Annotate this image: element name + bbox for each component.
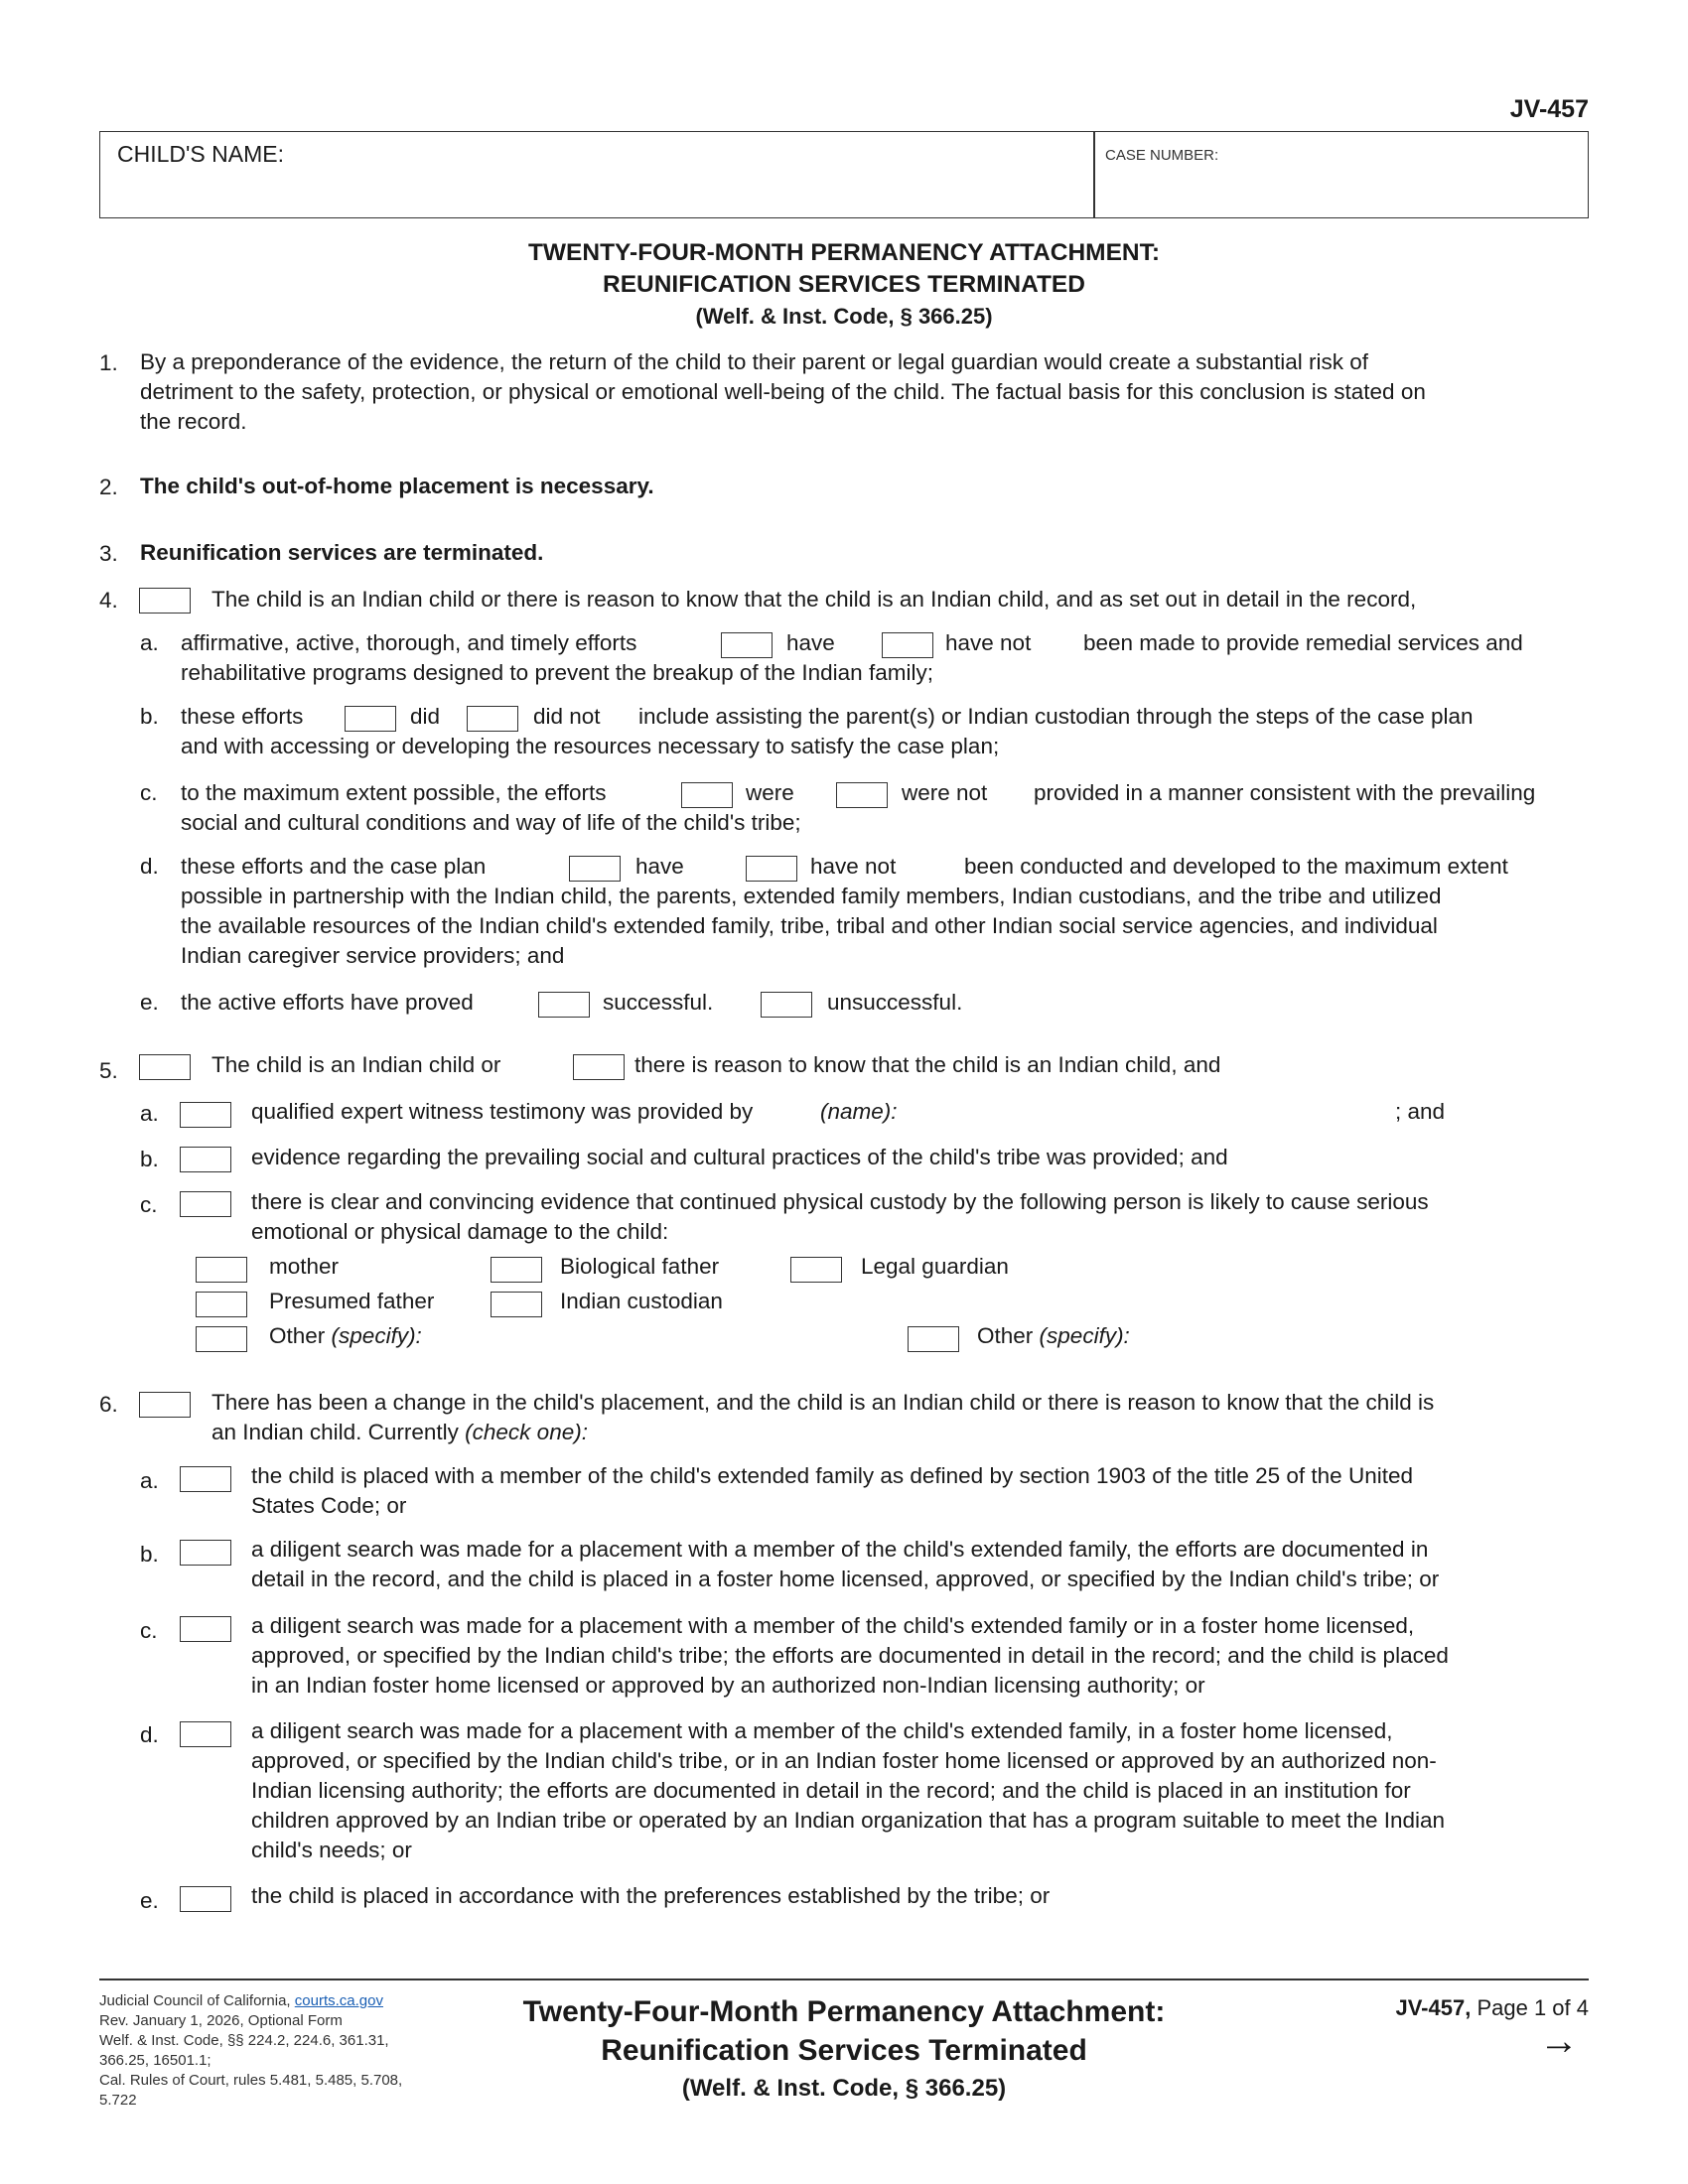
- courts-link[interactable]: courts.ca.gov: [294, 1992, 383, 2009]
- footer-form-ref: JV-457,: [1395, 1995, 1472, 2020]
- item-2-text: The child's out-of-home placement is necessary.: [140, 474, 654, 498]
- item-4e-successful-checkbox[interactable]: [538, 992, 590, 1018]
- item-3-number: 3.: [99, 541, 118, 566]
- item-6b-line2: detail in the record, and the child is placed in a foster home licensed, approved, or specified by the Indian child's tribe; or: [251, 1567, 1440, 1591]
- item-4d-have-not-checkbox[interactable]: [746, 856, 797, 882]
- item-6c-checkbox[interactable]: [180, 1616, 231, 1642]
- item-6b-letter: b.: [140, 1542, 159, 1567]
- item-1-line3: the record.: [140, 409, 247, 434]
- item-5-reason-to-know-checkbox[interactable]: [573, 1054, 625, 1080]
- footer-citations: [99, 1991, 457, 2111]
- item-6d-line2: approved, or specified by the Indian child's tribe, or in an Indian foster home licensed or approved by an authorized non-: [251, 1748, 1437, 1773]
- item-4d-have-not-label: have not: [810, 854, 897, 879]
- item-4d-post: been conducted and developed to the maximum extent: [964, 854, 1508, 879]
- item-5c-letter: c.: [140, 1192, 158, 1217]
- item-1-line2: detriment to the safety, protection, or physical or emotional well-being of the child. The factual basis for this conclusion is stated on: [140, 379, 1426, 404]
- item-6b-checkbox[interactable]: [180, 1540, 231, 1566]
- item-2-number: 2.: [99, 475, 118, 499]
- item-4b-line2: and with accessing or developing the resources necessary to satisfy the case plan;: [181, 734, 1000, 758]
- item-3-text: Reunification services are terminated.: [140, 540, 544, 565]
- item-6c-letter: c.: [140, 1618, 158, 1643]
- mother-label: mother: [269, 1254, 340, 1279]
- item-4a-have-not-checkbox[interactable]: [882, 632, 933, 658]
- item-4-number: 4.: [99, 588, 118, 613]
- footer-title-line2: Reunification Services Terminated: [601, 2034, 1087, 2067]
- item-4c-post: provided in a manner consistent with the prevailing: [1034, 780, 1536, 805]
- item-4d-line4: Indian caregiver service providers; and: [181, 943, 565, 968]
- item-6b-line1: a diligent search was made for a placement with a member of the child's extended family, the efforts are documented in: [251, 1537, 1429, 1562]
- presumed-father-checkbox[interactable]: [196, 1292, 247, 1317]
- item-6e-checkbox[interactable]: [180, 1886, 231, 1912]
- item-6-checkbox[interactable]: [139, 1392, 191, 1418]
- footer-rule: [99, 1979, 1589, 1980]
- item-5a-text: qualified expert witness testimony was provided by: [251, 1099, 754, 1124]
- other-1-label: Other (specify):: [269, 1323, 422, 1348]
- item-6a-line2: States Code; or: [251, 1493, 407, 1518]
- item-4b-letter: b.: [140, 704, 159, 729]
- item-4a-have-not-label: have not: [945, 630, 1032, 655]
- item-4e-letter: e.: [140, 990, 159, 1015]
- biological-father-checkbox[interactable]: [491, 1257, 542, 1283]
- presumed-father-label: Presumed father: [269, 1289, 435, 1313]
- item-4d-have-label: have: [635, 854, 684, 879]
- item-4a-pre: affirmative, active, thorough, and timely efforts: [181, 630, 637, 655]
- item-6a-checkbox[interactable]: [180, 1466, 231, 1492]
- item-6-check-one: (check one):: [465, 1420, 588, 1444]
- footer-rev: Rev. January 1, 2026, Optional Form: [99, 2012, 343, 2029]
- item-4a-have-label: have: [786, 630, 835, 655]
- item-5-indian-child-checkbox[interactable]: [139, 1054, 191, 1080]
- item-5a-name-label: (name):: [820, 1099, 898, 1124]
- item-5b-text: evidence regarding the prevailing social and cultural practices of the child's tribe was provided; and: [251, 1145, 1228, 1169]
- child-name-label: CHILD'S NAME:: [117, 141, 284, 167]
- item-4d-pre: these efforts and the case plan: [181, 854, 487, 879]
- item-6d-line5: child's needs; or: [251, 1838, 412, 1862]
- footer-code1: Welf. & Inst. Code, §§ 224.2, 224.6, 361.31,: [99, 2032, 389, 2049]
- item-4c-were-not-checkbox[interactable]: [836, 782, 888, 808]
- other-2-label: Other (specify):: [977, 1323, 1130, 1348]
- footer-code2: 366.25, 16501.1;: [99, 2052, 211, 2069]
- item-1-line1: By a preponderance of the evidence, the return of the child to their parent or legal guardian would create a substantial risk of: [140, 349, 1369, 374]
- item-4a-letter: a.: [140, 630, 159, 655]
- case-number-label: CASE NUMBER:: [1105, 147, 1219, 164]
- item-5c-checkbox[interactable]: [180, 1191, 231, 1217]
- item-4d-have-checkbox[interactable]: [569, 856, 621, 882]
- form-title-line2: REUNIFICATION SERVICES TERMINATED: [603, 271, 1085, 298]
- item-5b-checkbox[interactable]: [180, 1147, 231, 1172]
- item-4b-did-label: did: [410, 704, 441, 729]
- item-5-number: 5.: [99, 1058, 118, 1083]
- item-4e-unsuccessful-checkbox[interactable]: [761, 992, 812, 1018]
- item-4d-letter: d.: [140, 854, 159, 879]
- item-4a-post: been made to provide remedial services and: [1083, 630, 1523, 655]
- item-4-text: The child is an Indian child or there is reason to know that the child is an Indian child, and as set out in detail in the record,: [211, 587, 1417, 612]
- item-6d-line1: a diligent search was made for a placement with a member of the child's extended family, in a foster home licensed,: [251, 1718, 1393, 1743]
- item-6-line2: an Indian child. Currently (check one):: [211, 1420, 588, 1444]
- page-info: [1241, 1995, 1589, 2021]
- form-title-line1: TWENTY-FOUR-MONTH PERMANENCY ATTACHMENT:: [527, 239, 1161, 266]
- item-6a-line1: the child is placed with a member of the child's extended family as defined by section 1903 of the title 25 of the United: [251, 1463, 1413, 1488]
- item-4b-post: include assisting the parent(s) or Indian custodian through the steps of the case plan: [638, 704, 1474, 729]
- footer-title-line1: Twenty-Four-Month Permanency Attachment:: [522, 1995, 1166, 2028]
- item-4c-line2: social and cultural conditions and way of life of the child's tribe;: [181, 810, 801, 835]
- legal-guardian-checkbox[interactable]: [790, 1257, 842, 1283]
- item-6-line1: There has been a change in the child's placement, and the child is an Indian child or there is reason to know that the child is: [211, 1390, 1435, 1415]
- item-6d-line4: children approved by an Indian tribe or operated by an Indian organization that has a program suitable to meet the Indian: [251, 1808, 1446, 1833]
- item-4a-have-checkbox[interactable]: [721, 632, 773, 658]
- header-box: [99, 131, 1589, 218]
- legal-guardian-label: Legal guardian: [861, 1254, 1009, 1279]
- item-4e-unsuccessful-label: unsuccessful.: [827, 990, 963, 1015]
- item-6d-line3: Indian licensing authority; the efforts are documented in detail in the record; and the child is placed in an institution for: [251, 1778, 1411, 1803]
- item-4d-line3: the available resources of the Indian child's extended family, tribe, tribal and other Indian social service agencies, and individual: [181, 913, 1438, 938]
- item-4c-were-not-label: were not: [902, 780, 988, 805]
- biological-father-label: Biological father: [560, 1254, 720, 1279]
- item-4c-were-label: were: [746, 780, 794, 805]
- item-5-reason-to-know-label: there is reason to know that the child is an Indian child, and: [634, 1052, 1221, 1077]
- page-number: Page 1 of 4: [1477, 1995, 1589, 2020]
- item-6c-line3: in an Indian foster home licensed or approved by an authorized non-Indian licensing authority; or: [251, 1673, 1205, 1698]
- item-4e-successful-label: successful.: [603, 990, 714, 1015]
- item-4a-line2: rehabilitative programs designed to prevent the breakup of the Indian family;: [181, 660, 933, 685]
- item-6e-line1: the child is placed in accordance with the preferences established by the tribe; or: [251, 1883, 1051, 1908]
- item-6d-letter: d.: [140, 1722, 159, 1747]
- form-number: JV-457: [1509, 95, 1589, 123]
- item-4d-line2: possible in partnership with the Indian child, the parents, extended family members, Indian custodians, and the tribe and utilized: [181, 884, 1442, 908]
- item-4b-did-not-label: did not: [533, 704, 601, 729]
- item-4c-pre: to the maximum extent possible, the efforts: [181, 780, 607, 805]
- footer-council: Judicial Council of California,: [99, 1992, 291, 2009]
- header-divider: [1093, 131, 1095, 218]
- item-5b-letter: b.: [140, 1147, 159, 1171]
- item-5a-letter: a.: [140, 1101, 159, 1126]
- other-1-checkbox[interactable]: [196, 1326, 247, 1352]
- item-5a-checkbox[interactable]: [180, 1102, 231, 1128]
- mother-checkbox[interactable]: [196, 1257, 247, 1283]
- item-5a-end: ; and: [1395, 1099, 1446, 1124]
- item-4b-pre: these efforts: [181, 704, 304, 729]
- footer-rules2: 5.722: [99, 2092, 137, 2109]
- other-2-specify: (specify):: [1039, 1323, 1130, 1348]
- item-6-number: 6.: [99, 1392, 118, 1417]
- item-5c-line1: there is clear and convincing evidence that continued physical custody by the following person is likely to cause serious: [251, 1189, 1429, 1214]
- other-2-checkbox[interactable]: [908, 1326, 959, 1352]
- item-1-number: 1.: [99, 350, 118, 375]
- item-6c-line2: approved, or specified by the Indian child's tribe; the efforts are documented in detail in the record; and the child is placed: [251, 1643, 1449, 1668]
- item-4c-were-checkbox[interactable]: [681, 782, 733, 808]
- item-5c-line2: emotional or physical damage to the child:: [251, 1219, 669, 1244]
- item-4c-letter: c.: [140, 780, 158, 805]
- item-4-checkbox[interactable]: [139, 588, 191, 614]
- item-6a-letter: a.: [140, 1468, 159, 1493]
- item-4e-pre: the active efforts have proved: [181, 990, 474, 1015]
- footer-title-line3: (Welf. & Inst. Code, § 366.25): [681, 2075, 1007, 2102]
- footer-rules1: Cal. Rules of Court, rules 5.481, 5.485, 5.708,: [99, 2072, 403, 2089]
- indian-custodian-label: Indian custodian: [560, 1289, 723, 1313]
- form-title-line3: (Welf. & Inst. Code, § 366.25): [695, 304, 993, 329]
- item-4b-did-checkbox[interactable]: [345, 706, 396, 732]
- indian-custodian-checkbox[interactable]: [491, 1292, 542, 1317]
- next-page-arrow-icon[interactable]: →: [1539, 2019, 1579, 2063]
- item-5-indian-child-label: The child is an Indian child or: [211, 1052, 501, 1077]
- other-1-specify: (specify):: [331, 1323, 422, 1348]
- item-6d-checkbox[interactable]: [180, 1721, 231, 1747]
- item-6c-line1: a diligent search was made for a placement with a member of the child's extended family or in a foster home licensed,: [251, 1613, 1415, 1638]
- item-6e-letter: e.: [140, 1888, 159, 1913]
- item-4b-did-not-checkbox[interactable]: [467, 706, 518, 732]
